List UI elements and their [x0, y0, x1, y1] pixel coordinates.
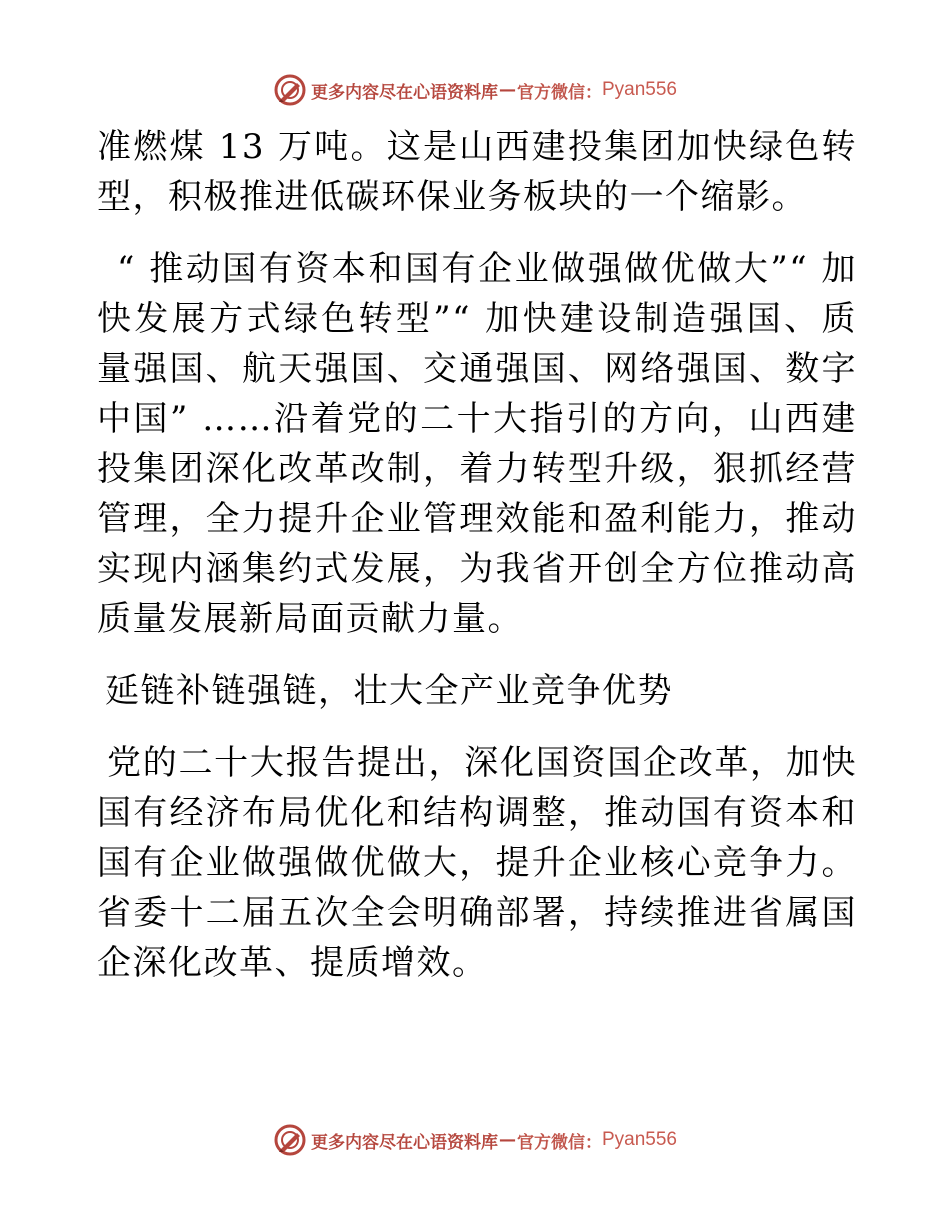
header-watermark	[0, 70, 950, 110]
paragraph-1: 准燃煤 13 万吨。这是山西建投集团加快绿色转型，积极推进低碳环保业务板块的一个缩影。	[97, 127, 857, 217]
watermark-main-text: 更多内容尽在心语资料库	[310, 1132, 498, 1153]
footer-watermark	[0, 1120, 950, 1160]
document-body	[97, 122, 857, 988]
pen-logo-icon	[273, 1123, 307, 1157]
watermark-contact-label: 官方微信：	[516, 1132, 602, 1153]
watermark-main-text: 更多内容尽在心语资料库	[310, 82, 498, 103]
paragraph-3: 党的二十大报告提出，深化国资国企改革，加快国有经济布局优化和结构调整，推动国有资本和国有企业做强做优做大，提升企业核心竞争力。省委十二届五次全会明确部署，持续推进省属国企深化改革、提质增效。	[97, 743, 857, 983]
watermark-contact-id: Pyan556	[601, 1129, 677, 1150]
paragraph-2: “ 推动国有资本和国有企业做强做优做大”“ 加快发展方式绿色转型”“ 加快建设制造强国、质量强国、航天强国、交通强国、网络强国、数字中国” ……沿着党的二十大指引的方向，山西建投集团深化改革改制，着力转型升级，狠抓经营管理，全力提升企业管理效能和盈利能力，推动实现内涵集约式发展，为我省开创全方位推动高质量发展新局面贡献力量。	[97, 249, 857, 639]
pen-logo-icon	[273, 73, 307, 107]
watermark-separator: —	[498, 1130, 516, 1150]
watermark-contact-id: Pyan556	[601, 79, 677, 100]
watermark-separator: —	[498, 80, 516, 100]
section-heading: 延链补链强链，壮大全产业竞争优势	[105, 671, 673, 711]
watermark-contact-label: 官方微信：	[516, 82, 602, 103]
